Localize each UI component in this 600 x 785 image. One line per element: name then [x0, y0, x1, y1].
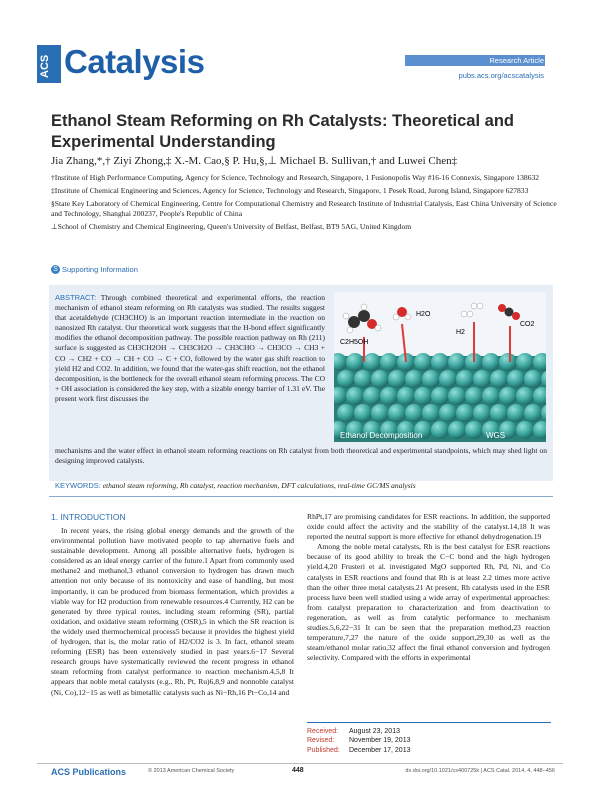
label-wgs: WGS — [486, 431, 506, 440]
published-date: December 17, 2013 — [349, 746, 411, 754]
rh-atom — [405, 370, 423, 388]
rh-atom — [465, 387, 483, 405]
rh-atom — [397, 387, 415, 405]
article-dates — [307, 727, 410, 755]
affiliation-2: ‡Institute of Chemical Engineering and Sciences, Agency for Science, Technology and Research, Singapore, 1 Pesek Road, Jurong Island, Singapore 627833 — [51, 186, 529, 195]
rh-atom — [431, 421, 449, 439]
rh-atom — [380, 387, 398, 405]
journal-logo-prefix: ACS — [39, 54, 51, 78]
rh-atom — [346, 353, 364, 371]
rh-atom — [524, 404, 542, 422]
keywords-text: ethanol steam reforming, Rh catalyst, reaction mechanism, DFT calculations, real-time GC/MS analysis — [102, 481, 416, 490]
page-number: 448 — [292, 767, 304, 774]
affiliation-1: †Institute of High Performance Computing, Agency for Science, Technology and Research, Singapore, 1 Fusionopolis Way #16-16 Connexis, Singapore 138632 — [51, 173, 540, 182]
rh-atom — [490, 404, 508, 422]
affiliation-3: §State Key Laboratory of Chemical Engineering, Centre for Computational Chemistry and Research Institute of Industrial Catalysis, East China University of Science and Technology, Shanghai 200237, People's Republic of China — [51, 199, 557, 218]
rh-atom — [473, 370, 491, 388]
received-label: Received: — [307, 728, 339, 735]
article-type-label: Research Article — [489, 56, 544, 65]
intro-paragraph-3: Among the noble metal catalysts, Rh is the best catalyst for ESR reactions because of its good ability to break the C−C bond and the high hydrogen yield.4,20 Frusteri et al. investigated MgO supported Rh, Pd, Ni, and Co catalysts in ESR reactions and found that Rh is at least 2.2 times more active than the other three metal catalysts.21 At present, Rh catalysts used in the ESR process have been well studied using a wide array of experimental approaches: from catalyst preparation to characterization and from deactivation to regeneration, as well as from catalytic performance to mechanism studies.5,6,22−31 It can be seen that the preparation method,23 reaction temperature,7,27 the nature of the oxide support,29,30 as well as the steam/ethanol molar ratio,32 affect the final ethanol conversion and hydrogen selectivity. Compared with the efforts in experimental — [307, 542, 550, 663]
rh-atom — [448, 421, 466, 439]
rh-atom — [499, 353, 517, 371]
toc-graphic — [334, 292, 546, 442]
journal-url-link[interactable]: pubs.acs.org/acscatalysis — [458, 71, 544, 80]
rh-atom — [414, 353, 432, 371]
revised-label: Revised: — [307, 737, 335, 745]
label-ethanol-decomposition: Ethanol Decomposition — [340, 431, 423, 440]
label-c2h5oh: C2H5OH — [340, 339, 369, 346]
rh-atom — [354, 370, 372, 388]
rh-atom — [431, 387, 449, 405]
abstract-text-column — [55, 293, 325, 404]
rh-atom — [388, 404, 406, 422]
keywords — [55, 481, 547, 490]
revised-date: November 19, 2013 — [349, 737, 411, 745]
rh-atom — [456, 370, 474, 388]
rh-atom — [448, 353, 466, 371]
rh-surface — [334, 353, 546, 442]
rh-atom — [516, 421, 534, 439]
rh-atom — [439, 370, 457, 388]
rh-atom — [337, 370, 355, 388]
doi-citation[interactable]: dx.doi.org/10.1021/cs400725k | ACS Catal. 2014, 4, 448−456 — [405, 768, 555, 774]
rh-atom — [422, 370, 440, 388]
intro-right-column — [307, 512, 550, 663]
rh-atom — [346, 387, 364, 405]
rh-atom — [371, 370, 389, 388]
author-list: Jia Zhang,*,† Ziyi Zhong,‡ X.-M. Cao,§ P. Hu,§,⊥ Michael B. Sullivan,† and Luwei Chen‡ — [51, 155, 458, 167]
received-date: August 23, 2013 — [349, 728, 400, 735]
rh-atom — [516, 353, 534, 371]
abstract-divider — [49, 496, 553, 497]
article-title: Ethanol Steam Reforming on Rh Catalysts: Theoretical and Experimental Understanding — [51, 112, 514, 151]
rh-atom — [465, 421, 483, 439]
intro-paragraph-1: In recent years, the rising global energy demands and the growth of the environmental pollution have motivated people to tap alternative fuels and sustainable development. Among all possible alternative fuels, hydrogen is considered as an ideal energy carrier of the future.1 Apart from commonly used methane2 and methanol,3 ethanol conversion to hydrogen has drawn much attention not only because of its nontoxicity and ease of handling, but most importantly, it can be produced from biomass fermentation, which provides a viable way for H2 production from renewable resources.4 Currently, H2 can be generated by three typical routes, including steam reforming (SR), partial oxidation, and oxidative steam reforming (OSR),5 in which the SR reaction is the widely used thermochemical process5 because it provides the highest yield of hydrogen, that is, the molar ratio of H2/CO2 is 3. In fact, ethanol steam reforming (ESR) has been extensively studied in past years.6−17 Several research groups have systematically reviewed the recent progress in ethanol steam reforming from catalyst performance to reaction mechanism.4,5,8 It appears that noble metal catalysts (e.g., Rh, Pt, Ru)6,8,9 and nonnoble catalyst (Ni, Co),12−15 as well as bimetallic catalysts such as Ni−Rh,16 Pt−Co,14 and — [51, 526, 294, 697]
intro-left-column — [51, 526, 294, 698]
rh-atom — [507, 370, 525, 388]
dates-rule — [307, 722, 551, 723]
rh-atom — [388, 370, 406, 388]
journal-logo-name: Catalysis — [64, 43, 205, 80]
rh-atom — [337, 404, 355, 422]
abstract-text-part1: Through combined theoretical and experimental efforts, the reaction mechanism of ethanol steam reforming on Rh catalysts was studied. The results suggest that acetaldehyde (CH3CHO) is an important reaction intermediate in the reaction on nanosized Rh catalyst. Our theoretical work suggests that the H-bond effect significantly modifies the ethanol decomposition pathway. The possible reaction pathway on Rh (211) surface is suggested as CH3CH2OH → CH3CH2O → CH3CHO → CH3CO → CH3 + CO → CH2 + CO → CH + CO → C + CO, followed by the water gas shift reaction to yield H2 and CO2. In addition, we found that the water-gas shift reaction, not the ethanol decomposition, is the bottleneck for the overall ethanol steam reforming process. The CO + OH association is considered the key step, with a sizable energy barrier of 1.31 eV. The present work first discusses the — [55, 293, 325, 403]
rh-atom — [405, 404, 423, 422]
label-h2o: H2O — [416, 311, 431, 318]
footer-rule — [37, 763, 563, 764]
rh-atom — [354, 404, 372, 422]
keywords-label: KEYWORDS: — [55, 481, 101, 490]
rh-atom — [482, 387, 500, 405]
rh-atom — [439, 404, 457, 422]
rh-atom — [499, 387, 517, 405]
intro-paragraph-2: RhPt,17 are promising candidates for ESR reactions. In addition, the supported oxide could affect the activity and the stability of the catalyst.14,18 It was reported the neutral support is more effective for ethanol dehydrogenation.19 — [307, 512, 550, 542]
rh-atom — [363, 353, 381, 371]
rh-atom — [473, 404, 491, 422]
rh-atom — [456, 404, 474, 422]
supporting-info-link[interactable]: Supporting Information — [62, 265, 138, 274]
copyright-notice: © 2013 American Chemical Society — [148, 768, 235, 774]
rh-atom — [371, 404, 389, 422]
abstract-label: ABSTRACT: — [55, 293, 97, 302]
rh-atom — [363, 387, 381, 405]
rh-atom — [422, 404, 440, 422]
supporting-info-icon[interactable]: S — [51, 265, 60, 274]
rh-atom — [414, 387, 432, 405]
publisher-logo[interactable]: ACS Publications — [51, 767, 127, 777]
abstract-text-part2: mechanisms and the water effect in ethanol steam reforming reactions on Rh catalyst from both theoretical and experimental standpoints, which may shed light on designing improved catalysts. — [55, 446, 547, 466]
section-heading-introduction: 1. INTRODUCTION — [51, 512, 126, 522]
label-h2: H2 — [456, 329, 465, 336]
published-label: Published: — [307, 746, 340, 754]
affiliation-4: ⊥School of Chemistry and Chemical Engineering, Queen's University of Belfast, Belfast, BT9 5AG, United Kingdom — [51, 222, 412, 231]
rh-atom — [380, 353, 398, 371]
rh-atom — [490, 370, 508, 388]
rh-atom — [507, 404, 525, 422]
label-co2: CO2 — [520, 321, 535, 328]
affiliations — [51, 173, 561, 232]
rh-atom — [448, 387, 466, 405]
rh-atom — [516, 387, 534, 405]
rh-atom — [431, 353, 449, 371]
rh-atom — [482, 353, 500, 371]
rh-atom — [524, 370, 542, 388]
